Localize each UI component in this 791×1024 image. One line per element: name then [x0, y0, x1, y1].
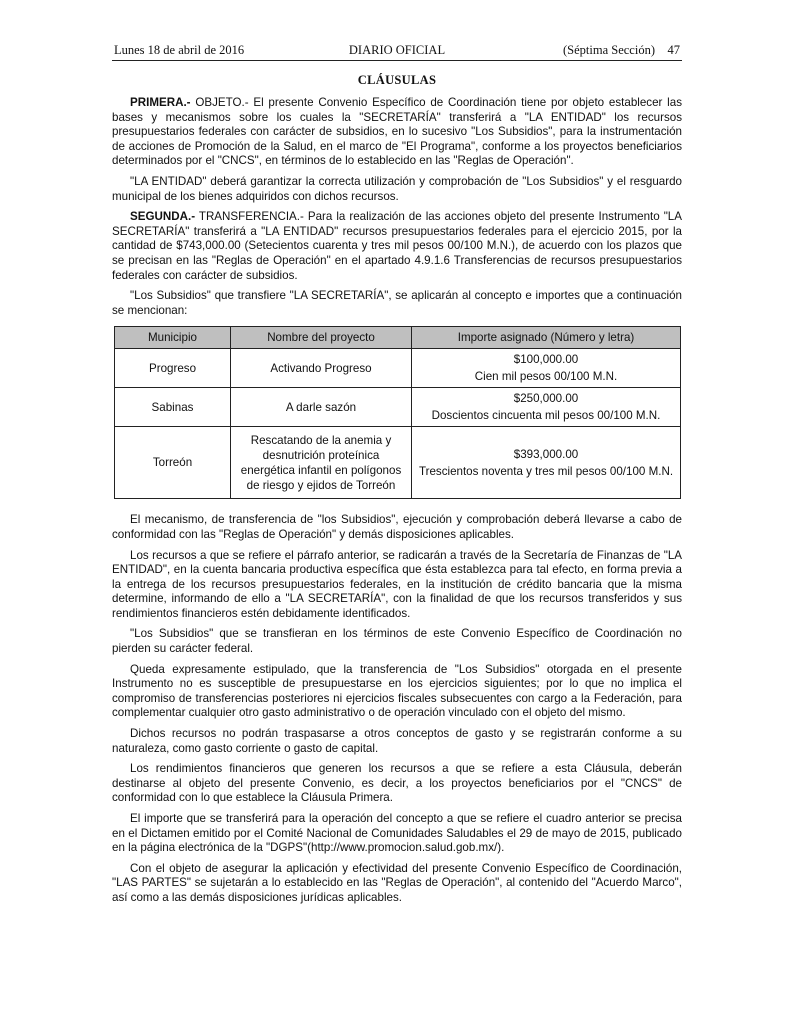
column-header-municipio: Municipio	[115, 327, 231, 349]
cell-municipio: Torreón	[115, 427, 231, 499]
paragraph-subsidios-aplicacion: "Los Subsidios" que transfiere "LA SECRETARÍA", se aplicarán al concepto e importes que a continuación se mencionan:	[112, 289, 682, 317]
cell-importe	[412, 388, 681, 427]
header-section-page	[563, 43, 680, 58]
importe-letra: Trescientos noventa y tres mil pesos 00/100 M.N.	[418, 464, 674, 478]
table-row	[115, 388, 681, 427]
header-date: Lunes 18 de abril de 2016	[114, 43, 245, 57]
cell-importe	[412, 427, 681, 499]
column-header-importe: Importe asignado (Número y letra)	[412, 327, 681, 349]
header-publication: DIARIO OFICIAL	[348, 43, 446, 57]
clause-segunda-text: TRANSFERENCIA.- Para la realización de las acciones objeto del presente Instrumento "LA SECRETARÍA" transferirá a "LA ENTIDAD" recursos presupuestarios federales para el ejercicio 2015, por la cantidad de $743,000.00 (Setecientos cuarenta y tres mil pesos 00/100 M.N.), de acuerdo con los plazos que se precisan en las "Reglas de Operación" en el apartado 4.9.1.6 Transferencias de recursos presupuestarios federales con carácter de subsidios.	[112, 210, 682, 282]
paragraph-mecanismo: El mecanismo, de transferencia de "los Subsidios", ejecución y comprobación deberá llevarse a cabo de conformidad con las "Reglas de Operación" y demás disposiciones aplicables.	[112, 513, 682, 541]
cell-proyecto: Rescatando de la anemia y desnutrición proteínica energética infantil en polígonos de riesgo y ejidos de Torreón	[231, 427, 412, 499]
cell-proyecto: A darle sazón	[231, 388, 412, 427]
table-header-row	[115, 327, 681, 349]
importe-letra: Doscientos cincuenta mil pesos 00/100 M.N.	[431, 409, 661, 423]
paragraph-aplicacion-efectividad: Con el objeto de asegurar la aplicación y efectividad del presente Convenio Específico de Coordinación, "LAS PARTES" se sujetarán a lo establecido en las "Reglas de Operación", al contenido del "Acuerdo Marco", así como a las demás disposiciones jurídicas aplicables.	[112, 861, 682, 904]
importe-letra: Cien mil pesos 00/100 M.N.	[474, 370, 618, 384]
cell-proyecto: Activando Progreso	[231, 349, 412, 388]
paragraph-traspaso: Dichos recursos no podrán traspasarse a otros conceptos de gasto y se registrarán conforme a su naturaleza, como gasto corriente o gasto de capital.	[112, 727, 682, 755]
table-row	[115, 349, 681, 388]
paragraph-entidad-garantiza: "LA ENTIDAD" deberá garantizar la correcta utilización y comprobación de "Los Subsidios" y el resguardo municipal de los bienes adquiridos con dichos recursos.	[112, 174, 682, 203]
header-page-number: 47	[667, 43, 680, 57]
document-page	[112, 40, 682, 912]
page-header	[112, 40, 682, 61]
clause-primera-text: OBJETO.- El presente Convenio Específico de Coordinación tiene por objeto establecer las bases y mecanismos sobre los cuales la "SECRETARÍA" transferirá a "LA ENTIDAD" los recursos presupuestarios federales con carácter de subsidios, en lo sucesivo "Los Subsidios", para la instrumentación de acciones de Promoción de la Salud, en el marco de "El Programa", conforme a los proyectos beneficiarios determinados por el "CNCS", en términos de lo establecido en las "Reglas de Operación".	[112, 96, 682, 168]
paragraph-estipulacion: Queda expresamente estipulado, que la transferencia de "Los Subsidios" otorgada en el presente Instrumento no es susceptible de presupuestarse en los ejercicios siguientes; por lo que no implica el compromiso de transferencias posteriores ni ejercicios fiscales subsecuentes con cargo a la Federación, para complementar cualquier otro gasto administrativo o de operación vinculado con el objeto del mismo.	[112, 662, 682, 720]
clause-segunda-label: SEGUNDA.-	[130, 210, 196, 224]
paragraph-caracter-federal: "Los Subsidios" que se transfieran en los términos de este Convenio Específico de Coordinación no pierden su carácter federal.	[112, 627, 682, 656]
section-title: CLÁUSULAS	[357, 73, 437, 87]
importe-numero: $100,000.00	[513, 353, 579, 367]
subsidies-table	[114, 326, 681, 499]
header-section: (Séptima Sección)	[563, 43, 655, 57]
column-header-proyecto: Nombre del proyecto	[231, 327, 412, 349]
paragraph-radicacion-recursos: Los recursos a que se refiere el párrafo anterior, se radicarán a través de la Secretaría de Finanzas de "LA ENTIDAD", en la cuenta bancaria productiva específica que ésta establezca para tal efecto, en forma previa a la entrega de los recursos presupuestarios federales, en la institución de crédito bancaria que la misma determine, informando de ello a "LA SECRETARÍA", con la finalidad de que los recursos transferidos y sus rendimientos financieros estén debidamente identificados.	[112, 548, 682, 620]
importe-numero: $250,000.00	[513, 392, 579, 406]
cell-municipio: Sabinas	[115, 388, 231, 427]
clause-segunda	[112, 210, 682, 283]
paragraph-rendimientos: Los rendimientos financieros que generen los recursos a que se refiere a esta Cláusula, deberán destinarse al objeto del presente Convenio, es decir, a los proyectos beneficiarios por el "CNCS" de conformidad con lo que establece la Cláusula Primera.	[112, 762, 682, 805]
clause-primera-label: PRIMERA.-	[130, 96, 191, 109]
paragraph-importe-dictamen: El importe que se transferirá para la operación del concepto a que se refiere el cuadro anterior se precisa en el Dictamen emitido por el Comité Nacional de Comunidades Saludables el 29 de mayo de 2015, publicado en la página electrónica de la "DGPS"(http://www.promocion.salud.gob.mx/).	[112, 812, 682, 855]
importe-numero: $393,000.00	[513, 447, 579, 461]
clause-primera	[112, 96, 682, 169]
table-row	[115, 427, 681, 499]
cell-importe	[412, 349, 681, 388]
cell-municipio: Progreso	[115, 349, 231, 388]
